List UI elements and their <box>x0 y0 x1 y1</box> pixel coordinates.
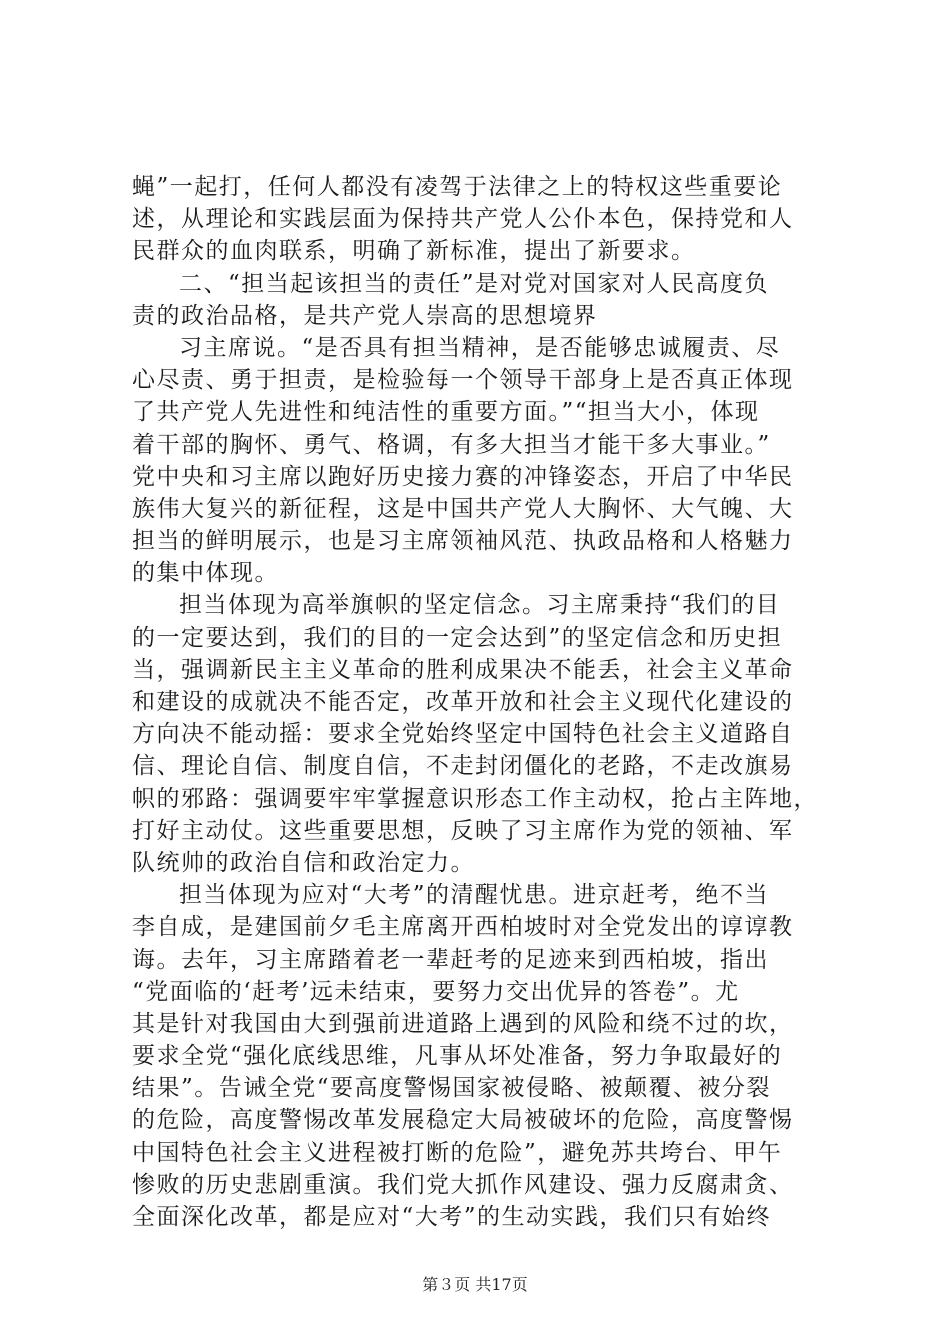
text-line: 习主席说。“是否具有担当精神，是否能够忠诚履责、尽 <box>179 334 781 361</box>
text-line: 和建设的成就决不能否定，改革开放和社会主义现代化建设的 <box>132 689 794 715</box>
text-line: 担当体现为应对“大考”的清醒忧患。进京赶考，绝不当 <box>179 882 770 909</box>
text-line: 李自成，是建国前夕毛主席离开西柏坡时对全党发出的谆谆教 <box>132 914 794 941</box>
text-line: 打好主动仗。这些重要思想，反映了习主席作为党的领袖、军 <box>132 817 794 844</box>
page-footer: 第３页 共17页 <box>422 1275 528 1294</box>
text-line: 信、理论自信、制度自信，不走封闭僵化的老路，不走改旗易 <box>132 753 794 780</box>
text-line: “党面临的‘赶考’远未结束，要努力交出优异的答卷”。尤 <box>132 978 740 1005</box>
text-line: 述，从理论和实践层面为保持共产党人公仆本色，保持党和人 <box>132 206 794 233</box>
text-line: 方向决不能动摇：要求全党始终坚定中国特色社会主义道路自 <box>132 721 794 748</box>
text-line: 的危险，高度警惕改革发展稳定大局被破坏的危险，高度警惕 <box>132 1107 794 1134</box>
text-line: 其是针对我国由大到强前进道路上遇到的风险和绕不过的坎， <box>132 1010 794 1037</box>
text-line: 惨败的历史悲剧重演。我们党大抓作风建设、强力反腐肃贪、 <box>132 1171 794 1198</box>
text-line: 结果”。告诫全党“要高度警惕国家被侵略、被颠覆、被分裂 <box>132 1075 772 1102</box>
text-line: 民群众的血肉联系，明确了新标准，提出了新要求。 <box>132 238 696 265</box>
text-line: 要求全党“强化底线思维，凡事从坏处准备，努力争取最好的 <box>132 1043 783 1070</box>
text-line: 心尽责、勇于担责，是检验每一个领导干部身上是否真正体现 <box>132 367 794 394</box>
text-line: 着干部的胸怀、勇气、格调，有多大担当才能干多大事业。” <box>132 431 771 458</box>
text-line: 帜的邪路：强调要牢牢掌握意识形态工作主动权，抢占主阵地， <box>132 785 818 812</box>
text-line: 中国特色社会主义进程被打断的危险”，避免苏共垮台、甲午 <box>132 1139 783 1166</box>
text-line: 担当体现为高举旗帜的坚定信念。习主席秉持“我们的目 <box>179 592 781 619</box>
text-line: 二、“担当起该担当的责任”是对党对国家对人民高度负 <box>179 270 770 297</box>
text-line: 蝇”一起打，任何人都没有凌驾于法律之上的特权这些重要论 <box>132 174 783 200</box>
text-line: 的一定要达到，我们的目的一定会达到”的坚定信念和历史担 <box>132 624 783 651</box>
text-line: 队统帅的政治自信和政治定力。 <box>132 849 475 876</box>
text-line: 担当的鲜明展示，也是习主席领袖风范、执政品格和人格魅力 <box>132 528 794 555</box>
text-line: 的集中体现。 <box>132 560 279 587</box>
text-line: 全面深化改革，都是应对“大考”的生动实践，我们只有始终 <box>132 1204 772 1230</box>
text-line: 党中央和习主席以跑好历史接力赛的冲锋姿态，开启了中华民 <box>132 463 794 490</box>
text-line: 了共产党人先进性和纯洁性的重要方面。”“担当大小，体现 <box>132 399 760 426</box>
text-line: 当，强调新民主主义革命的胜利成果决不能丢，社会主义革命 <box>132 656 794 683</box>
document-body <box>132 171 832 1233</box>
text-line: 族伟大复兴的新征程，这是中国共产党人大胸怀、大气魄、大 <box>132 495 794 522</box>
text-line: 责的政治品格，是共产党人崇高的思想境界 <box>132 302 598 329</box>
text-line: 诲。去年，习主席踏着老一辈赶考的足迹来到西柏坡，指出 <box>132 946 769 973</box>
